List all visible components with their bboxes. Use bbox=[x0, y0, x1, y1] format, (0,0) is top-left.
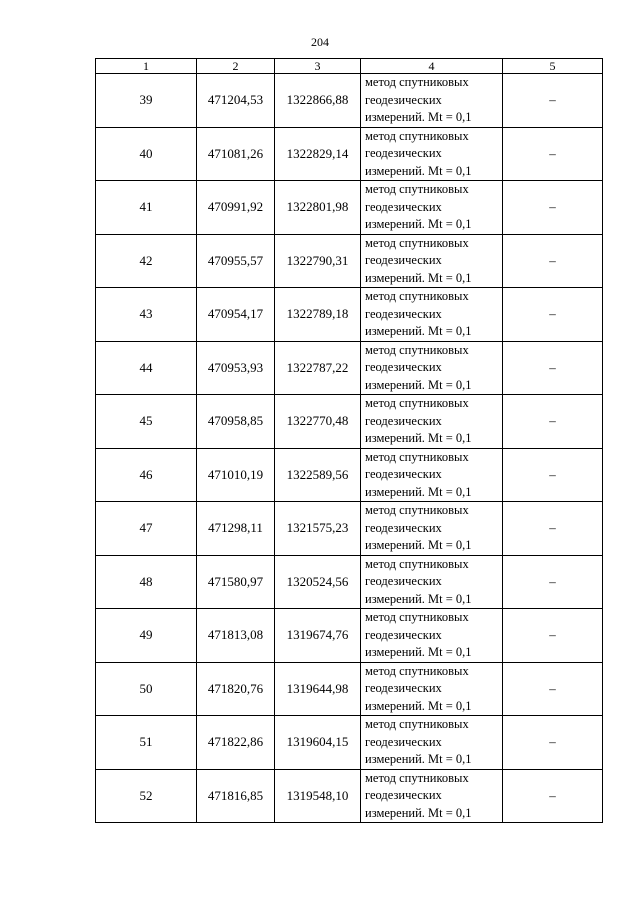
method-cell: метод спутниковых геодезических измерений. Mt = 0,1 bbox=[361, 74, 503, 128]
x-coordinate-cell: 471816,85 bbox=[197, 769, 275, 823]
table-row bbox=[96, 234, 603, 288]
header-cell-4: 4 bbox=[361, 59, 503, 74]
method-cell: метод спутниковых геодезических измерений. Mt = 0,1 bbox=[361, 555, 503, 609]
point-number-cell: 41 bbox=[96, 181, 197, 235]
x-coordinate-cell: 470958,85 bbox=[197, 395, 275, 449]
method-cell: метод спутниковых геодезических измерений. Mt = 0,1 bbox=[361, 769, 503, 823]
table-row bbox=[96, 341, 603, 395]
x-coordinate-cell: 471298,11 bbox=[197, 502, 275, 556]
note-cell: – bbox=[503, 74, 603, 128]
x-coordinate-cell: 471010,19 bbox=[197, 448, 275, 502]
y-coordinate-cell: 1321575,23 bbox=[275, 502, 361, 556]
page-number: 204 bbox=[311, 35, 329, 49]
header-cell-1: 1 bbox=[96, 59, 197, 74]
table-row bbox=[96, 555, 603, 609]
header-cell-3: 3 bbox=[275, 59, 361, 74]
point-number-cell: 49 bbox=[96, 609, 197, 663]
point-number-cell: 39 bbox=[96, 74, 197, 128]
note-cell: – bbox=[503, 769, 603, 823]
table-body bbox=[96, 59, 603, 823]
header-cell-2: 2 bbox=[197, 59, 275, 74]
x-coordinate-cell: 471820,76 bbox=[197, 662, 275, 716]
note-cell: – bbox=[503, 609, 603, 663]
y-coordinate-cell: 1322787,22 bbox=[275, 341, 361, 395]
y-coordinate-cell: 1322789,18 bbox=[275, 288, 361, 342]
x-coordinate-cell: 470954,17 bbox=[197, 288, 275, 342]
note-cell: – bbox=[503, 288, 603, 342]
y-coordinate-cell: 1320524,56 bbox=[275, 555, 361, 609]
note-cell: – bbox=[503, 234, 603, 288]
y-coordinate-cell: 1319674,76 bbox=[275, 609, 361, 663]
point-number-cell: 46 bbox=[96, 448, 197, 502]
point-number-cell: 47 bbox=[96, 502, 197, 556]
point-number-cell: 48 bbox=[96, 555, 197, 609]
table-row bbox=[96, 288, 603, 342]
point-number-cell: 50 bbox=[96, 662, 197, 716]
y-coordinate-cell: 1319644,98 bbox=[275, 662, 361, 716]
y-coordinate-cell: 1322866,88 bbox=[275, 74, 361, 128]
table-header-row bbox=[96, 59, 603, 74]
y-coordinate-cell: 1322790,31 bbox=[275, 234, 361, 288]
method-cell: метод спутниковых геодезических измерений. Mt = 0,1 bbox=[361, 288, 503, 342]
table-row bbox=[96, 74, 603, 128]
y-coordinate-cell: 1319604,15 bbox=[275, 716, 361, 770]
method-cell: метод спутниковых геодезических измерений. Mt = 0,1 bbox=[361, 716, 503, 770]
point-number-cell: 43 bbox=[96, 288, 197, 342]
note-cell: – bbox=[503, 448, 603, 502]
x-coordinate-cell: 470955,57 bbox=[197, 234, 275, 288]
table-row bbox=[96, 609, 603, 663]
x-coordinate-cell: 471204,53 bbox=[197, 74, 275, 128]
method-cell: метод спутниковых геодезических измерений. Mt = 0,1 bbox=[361, 448, 503, 502]
method-cell: метод спутниковых геодезических измерений. Mt = 0,1 bbox=[361, 609, 503, 663]
note-cell: – bbox=[503, 662, 603, 716]
y-coordinate-cell: 1322589,56 bbox=[275, 448, 361, 502]
note-cell: – bbox=[503, 181, 603, 235]
x-coordinate-cell: 471813,08 bbox=[197, 609, 275, 663]
table-row bbox=[96, 448, 603, 502]
x-coordinate-cell: 470991,92 bbox=[197, 181, 275, 235]
x-coordinate-cell: 471081,26 bbox=[197, 127, 275, 181]
x-coordinate-cell: 470953,93 bbox=[197, 341, 275, 395]
point-number-cell: 42 bbox=[96, 234, 197, 288]
x-coordinate-cell: 471580,97 bbox=[197, 555, 275, 609]
table-row bbox=[96, 769, 603, 823]
table-row bbox=[96, 716, 603, 770]
y-coordinate-cell: 1322801,98 bbox=[275, 181, 361, 235]
table-row bbox=[96, 127, 603, 181]
note-cell: – bbox=[503, 127, 603, 181]
x-coordinate-cell: 471822,86 bbox=[197, 716, 275, 770]
method-cell: метод спутниковых геодезических измерений. Mt = 0,1 bbox=[361, 127, 503, 181]
point-number-cell: 45 bbox=[96, 395, 197, 449]
note-cell: – bbox=[503, 502, 603, 556]
table-row bbox=[96, 395, 603, 449]
point-number-cell: 52 bbox=[96, 769, 197, 823]
note-cell: – bbox=[503, 716, 603, 770]
coordinates-table bbox=[95, 58, 603, 823]
method-cell: метод спутниковых геодезических измерений. Mt = 0,1 bbox=[361, 341, 503, 395]
method-cell: метод спутниковых геодезических измерений. Mt = 0,1 bbox=[361, 181, 503, 235]
point-number-cell: 40 bbox=[96, 127, 197, 181]
method-cell: метод спутниковых геодезических измерений. Mt = 0,1 bbox=[361, 502, 503, 556]
point-number-cell: 44 bbox=[96, 341, 197, 395]
y-coordinate-cell: 1322770,48 bbox=[275, 395, 361, 449]
method-cell: метод спутниковых геодезических измерений. Mt = 0,1 bbox=[361, 234, 503, 288]
note-cell: – bbox=[503, 341, 603, 395]
point-number-cell: 51 bbox=[96, 716, 197, 770]
method-cell: метод спутниковых геодезических измерений. Mt = 0,1 bbox=[361, 662, 503, 716]
table-row bbox=[96, 181, 603, 235]
note-cell: – bbox=[503, 395, 603, 449]
y-coordinate-cell: 1322829,14 bbox=[275, 127, 361, 181]
method-cell: метод спутниковых геодезических измерений. Mt = 0,1 bbox=[361, 395, 503, 449]
note-cell: – bbox=[503, 555, 603, 609]
table-row bbox=[96, 662, 603, 716]
table-row bbox=[96, 502, 603, 556]
header-cell-5: 5 bbox=[503, 59, 603, 74]
y-coordinate-cell: 1319548,10 bbox=[275, 769, 361, 823]
